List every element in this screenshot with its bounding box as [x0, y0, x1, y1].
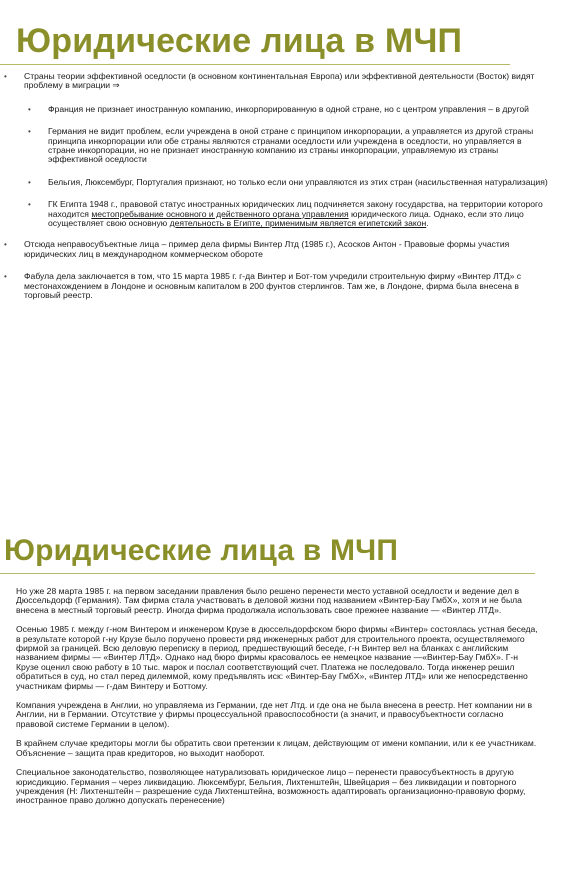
slide-2: [0, 520, 564, 877]
slide-1-title: Юридические лица в МЧП: [16, 22, 463, 60]
paragraph: Но уже 28 марта 1985 г. на первом заседании правления было решено перенести место уставной оседлости и ведение дел в Дюссельдорф (Германия). Там фирма стала участвовать в деловой жизни под названием «Винтер-Бау ГмбХ», хотя и не была внесена в местный торговый реестр. Иногда фирма продолжала использовать свое прежнее название — «Винтер ЛТД».: [16, 586, 522, 615]
bullet-icon: •: [28, 127, 31, 137]
slide-1: [0, 0, 564, 350]
bullet-icon: •: [4, 240, 7, 250]
underlined-phrase: деятельность в Египте, применимым является египетский закон: [169, 218, 427, 229]
paragraph: Специальное законодательство, позволяющее натурализовать юридическое лицо – перенести правосубъектность в другую юрисдикцию. Германия – через ликвидацию. Люксембург, Бельгия, Лихтенштейн, Швейцария – без ликвидации и повторного учреждения (Н: Лихтенштейн – разрешение суда Лихтенштейна, возможность адаптировать организационно-правовую форму, иностранное право должно допускать перенесение): [16, 767, 526, 806]
list-item-text: Фабула дела заключается в том, что 15 марта 1985 г. г-да Винтер и Бот-том учредили строительную фирму «Винтер ЛТД» с местонахождением в Лондоне и основным капиталом в 200 фунтов стерлингов. Там же, в Лондоне, фирма была внесена в торговый реестр.: [24, 271, 522, 301]
bullet-icon: •: [28, 177, 31, 187]
list-item: [0, 200, 550, 228]
bullet-icon: •: [4, 272, 7, 282]
bullet-icon: •: [28, 200, 31, 210]
list-item-text-before: ГК Египта 1948 г., правовой статус иностранных юридических лиц подчиняется закону государства, на территории которого находится: [48, 199, 543, 219]
list-item-text-after: .: [426, 218, 429, 229]
underlined-phrase: местопребывание основного и действенного органа управления: [91, 208, 349, 219]
paragraph: Осенью 1985 г. между г-ном Винтером и инженером Крузе в дюссельдорфском бюро фирмы «Винтер» состоялась устная беседа, в результате которой г-ну Крузе было поручено провести ряд инженерных работ для строительного проекта, осуществляемого фирмой за границей. Всю деловую переписку в период, предшествующий беседе, г-н Винтер вел на бланках с английским названием фирмы — «Винтер ЛТД». Однако над бюро фирмы красовалось ее немецкое название —«Винтер-Бау ГмбХ». Г-н Крузе оценил свою работу в 10 тыс. марок и послал соответствующий счет. Платежа не последовало. Тогда инженер решил обратиться в суд, но стал перед дилеммой, кому предъявлять иск: «Винтер-Бау ГмбХ», «Винтер ЛТД» или же непосредственно участникам фирмы — г-дам Винтеру и Боттому.: [16, 624, 538, 691]
paragraph: Компания учреждена в Англии, но управляема из Германии, где нет Лтд. и где она не была внесена в реестр. Нет компании ни в Англии, ни в Германии. Отсутствие у фирмы процессуальной правоспособности (а значит, и правосубъектности согласно правовой системе Германии в целом).: [16, 700, 533, 729]
list-item-text: Отсюда неправосубъектные лица – пример дела фирмы Винтер Лтд (1985 г.), Асосков Антон - Правовые формы участия юридических лиц в международном коммерческом обороте: [24, 239, 510, 259]
bullet-icon: •: [28, 104, 31, 114]
list-item: [0, 272, 550, 300]
list-item: [0, 72, 550, 91]
slide-2-body: [0, 587, 548, 806]
list-item: [0, 240, 550, 259]
list-item-text: Германия не видит проблем, если учреждена в оной стране с принципом инкорпорации, а управляется из другой страны принципа инкорпорации или обе страны являются странами оседлости или учреждена в оседлости, но управляется в стране инкорпорации, но не признает иностранную компанию из страны инкорпорации, управляемую из страны эффективной оседлости: [48, 126, 534, 165]
list-item-text: Франция не признает иностранную компанию, инкорпорированную в одной стране, но с центром управления – в другой: [48, 103, 529, 114]
bullet-icon: •: [4, 72, 7, 81]
slide-2-title: Юридические лица в МЧП: [4, 534, 399, 567]
list-item: [0, 127, 550, 165]
list-item-text: Бельгия, Люксембург, Португалия признают, но только если они управляются из этих стран (насильственная натурализация): [48, 176, 548, 187]
title-underline: [0, 64, 510, 65]
list-item: [0, 178, 550, 187]
slide-1-body: [0, 70, 550, 301]
paragraph: В крайнем случае кредиторы могли бы обратить свои претензии к лицам, действующим от имени компании, или к ее участникам. Объяснение – защита прав кредиторов, но выходит наоборот.: [16, 738, 537, 758]
list-item-text: Страны теории эффективной оседлости (в основном континентальная Европа) или эффективной деятельности (Восток) видят проблему в миграции ⇒: [24, 71, 535, 91]
title-underline: [0, 573, 535, 574]
list-item-text-mid: юридического лица. Однако, если это лицо осуществляет свою основную: [48, 208, 524, 229]
list-item: [0, 105, 550, 114]
